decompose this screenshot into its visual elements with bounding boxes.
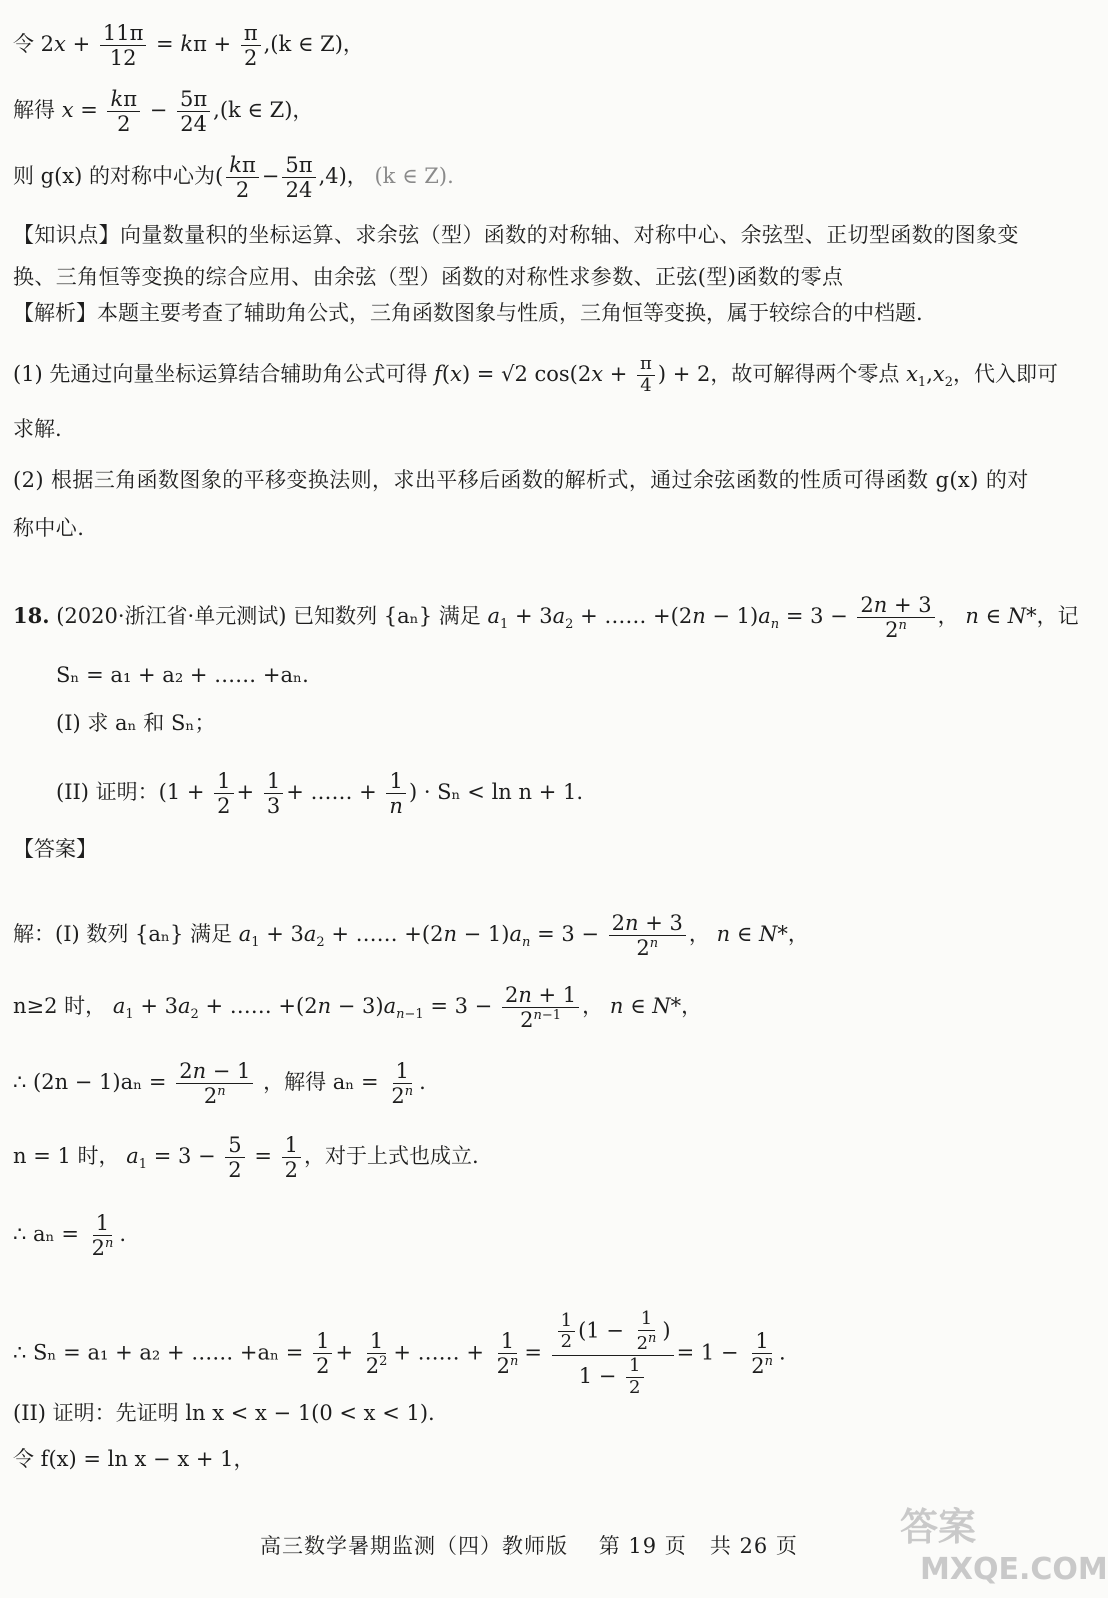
problem-source: (2020·浙江省·单元测试) (56, 604, 287, 629)
text: 已知数列 {aₙ} 满足 (293, 604, 481, 629)
footer-title: 高三数学暑期监测（四）教师版 (260, 1534, 568, 1558)
analysis-point-1: (1) 先通过向量坐标运算结合辅助角公式可得 f(x) = √2 cos(2x + $\frac{\pi}{4}$ ) + 2，故可解得两个零点 $x_1,x_2$，代入即可 (13, 353, 1058, 396)
problem-part-1: (I) 求 aₙ 和 Sₙ； (56, 711, 216, 735)
answer-step-2: n≥2 时， $a_1 + 3a_2$ + …… $+(2n - 3)a_{n-1} = 3$ − $\frac{2n + 1}{2^{n-1}}$ ， n ∈ N*， (13, 983, 703, 1033)
knowledge-paragraph (13, 214, 1048, 298)
answer-step-3: ∴ (2n − 1)aₙ = $\frac{2n - 1}{2^n}$ ，解得 aₙ = $\frac{1}{2^n}$ . (13, 1059, 426, 1109)
analysis-label: 【解析】 (13, 301, 97, 325)
eq-line-1: 令 2x + $\frac{11\pi}{12}$ = kπ + $\frac{\pi}{2}$ ,(k ∈ Z)， (13, 21, 364, 71)
text: 则 g(x) 的对称中心为 (13, 164, 216, 189)
problem-18-stem: 18. (2020·浙江省·单元测试) 已知数列 {aₙ} 满足 $a_1 + 3a_2$ + …… $+(2n - 1)a_n = 3$ − $\frac{2n + 3}{2^n}$ ， n ∈ N*，记 (13, 593, 1079, 643)
text: ，对于上式也成立. (303, 1144, 479, 1169)
analysis-point-1-cont: 求解. (13, 417, 62, 441)
answer-step-1: 解：(I) 数列 {aₙ} 满足 $a_1 + 3a_2$ + …… $+(2n - 1)a_n = 3$ − $\frac{2n + 3}{2^n}$ ， n ∈ N*， (13, 911, 809, 961)
analysis-point-2: (2) 根据三角函数图象的平移变换法则，求出平移后函数的解析式，通过余弦函数的性质可得函数 g(x) 的对称中心. (13, 468, 1029, 540)
analysis-text: 本题主要考查了辅助角公式，三角函数图象与性质，三角恒等变换，属于较综合的中档题. (97, 301, 923, 325)
footer-total: 共 26 页 (709, 1534, 798, 1558)
problem-part-2: (II) 证明：(1 + $\frac{1}{2}$ + $\frac{1}{3}$ + …… + $\frac{1}{n}$ ) · Sₙ < ln n + 1. (56, 769, 584, 819)
text: n = 1 时， (13, 1144, 120, 1169)
answer-step-6: ∴ Sₙ = a₁ + a₂ + …… +aₙ = $\frac{1}{2}$ + $\frac{1}{2^2}$ + …… + $\frac{1}{2^n}$ = $\frac{1}{2}$ (1 − $\frac{1}{2^n}$ ) 1 − $\frac{1}{2}$ = 1 − $\frac{1}{2^n}$ . (13, 1308, 786, 1398)
eq-line-3: 则 g(x) 的对称中心为( $\frac{k\pi}{2}$ − $\frac{5\pi}{24}$ ,4)， (k ∈ Z). (13, 153, 454, 203)
text: (II) 证明： (56, 780, 159, 805)
problem-sn-def: Sₙ = a₁ + a₂ + …… +aₙ. (56, 663, 309, 687)
text: n≥2 时， (13, 994, 107, 1019)
text: ,(k ∈ Z)， (213, 98, 314, 123)
text: ∴ aₙ = (13, 1222, 79, 1247)
text: ，故可解得两个零点 (710, 361, 900, 386)
knowledge-label: 【知识点】 (13, 223, 120, 247)
problem-number: 18. (13, 603, 50, 629)
eq-line-2: 解得 x = $\frac{k\pi}{2}$ − $\frac{5\pi}{24}$ ,(k ∈ Z)， (13, 87, 314, 137)
answer-step-8: 令 f(x) = ln x − x + 1， (13, 1447, 255, 1471)
analysis-paragraph (13, 298, 923, 328)
answer-step-7: (II) 证明：先证明 ln x < x − 1(0 < x < 1). (13, 1401, 435, 1425)
text: ,(k ∈ Z)， (263, 32, 364, 57)
answer-step-5: ∴ aₙ = $\frac{1}{2^n}$ . (13, 1211, 127, 1261)
text: (k ∈ Z). (374, 164, 454, 189)
text: ,4)， (318, 164, 368, 189)
text: (1) 先通过向量坐标运算结合辅助角公式可得 (13, 361, 428, 386)
text: · Sₙ < ln n + 1. (423, 780, 584, 805)
knowledge-text: 向量数量积的坐标运算、求余弦（型）函数的对称轴、对称中心、余弦型、正切型函数的图象变换、三角恒等变换的综合应用、由余弦（型）函数的对称性求参数、正弦(型)函数的零点 (13, 223, 1019, 289)
text: 令 (13, 32, 34, 57)
answer-label: 【答案】 (13, 837, 97, 861)
watermark-brand: MXQE.COM (920, 1552, 1108, 1587)
text: ∴ (2n − 1)aₙ = (13, 1070, 167, 1095)
text: 解得 (13, 98, 55, 123)
text: 解：(I) 数列 {aₙ} 满足 (13, 922, 233, 947)
watermark-text: 答案 (900, 1505, 977, 1549)
text: ，代入即可 (953, 361, 1058, 386)
answer-step-4: n = 1 时， $a_1 = 3$ − $\frac{5}{2}$ = $\frac{1}{2}$ ，对于上式也成立. (13, 1133, 479, 1183)
page-footer (260, 1530, 798, 1560)
text: ，解得 aₙ = (263, 1070, 379, 1095)
text: 记 (1057, 604, 1079, 629)
text: ∴ Sₙ = a₁ + a₂ + …… +aₙ = (13, 1340, 304, 1365)
footer-page: 第 19 页 (598, 1534, 687, 1558)
